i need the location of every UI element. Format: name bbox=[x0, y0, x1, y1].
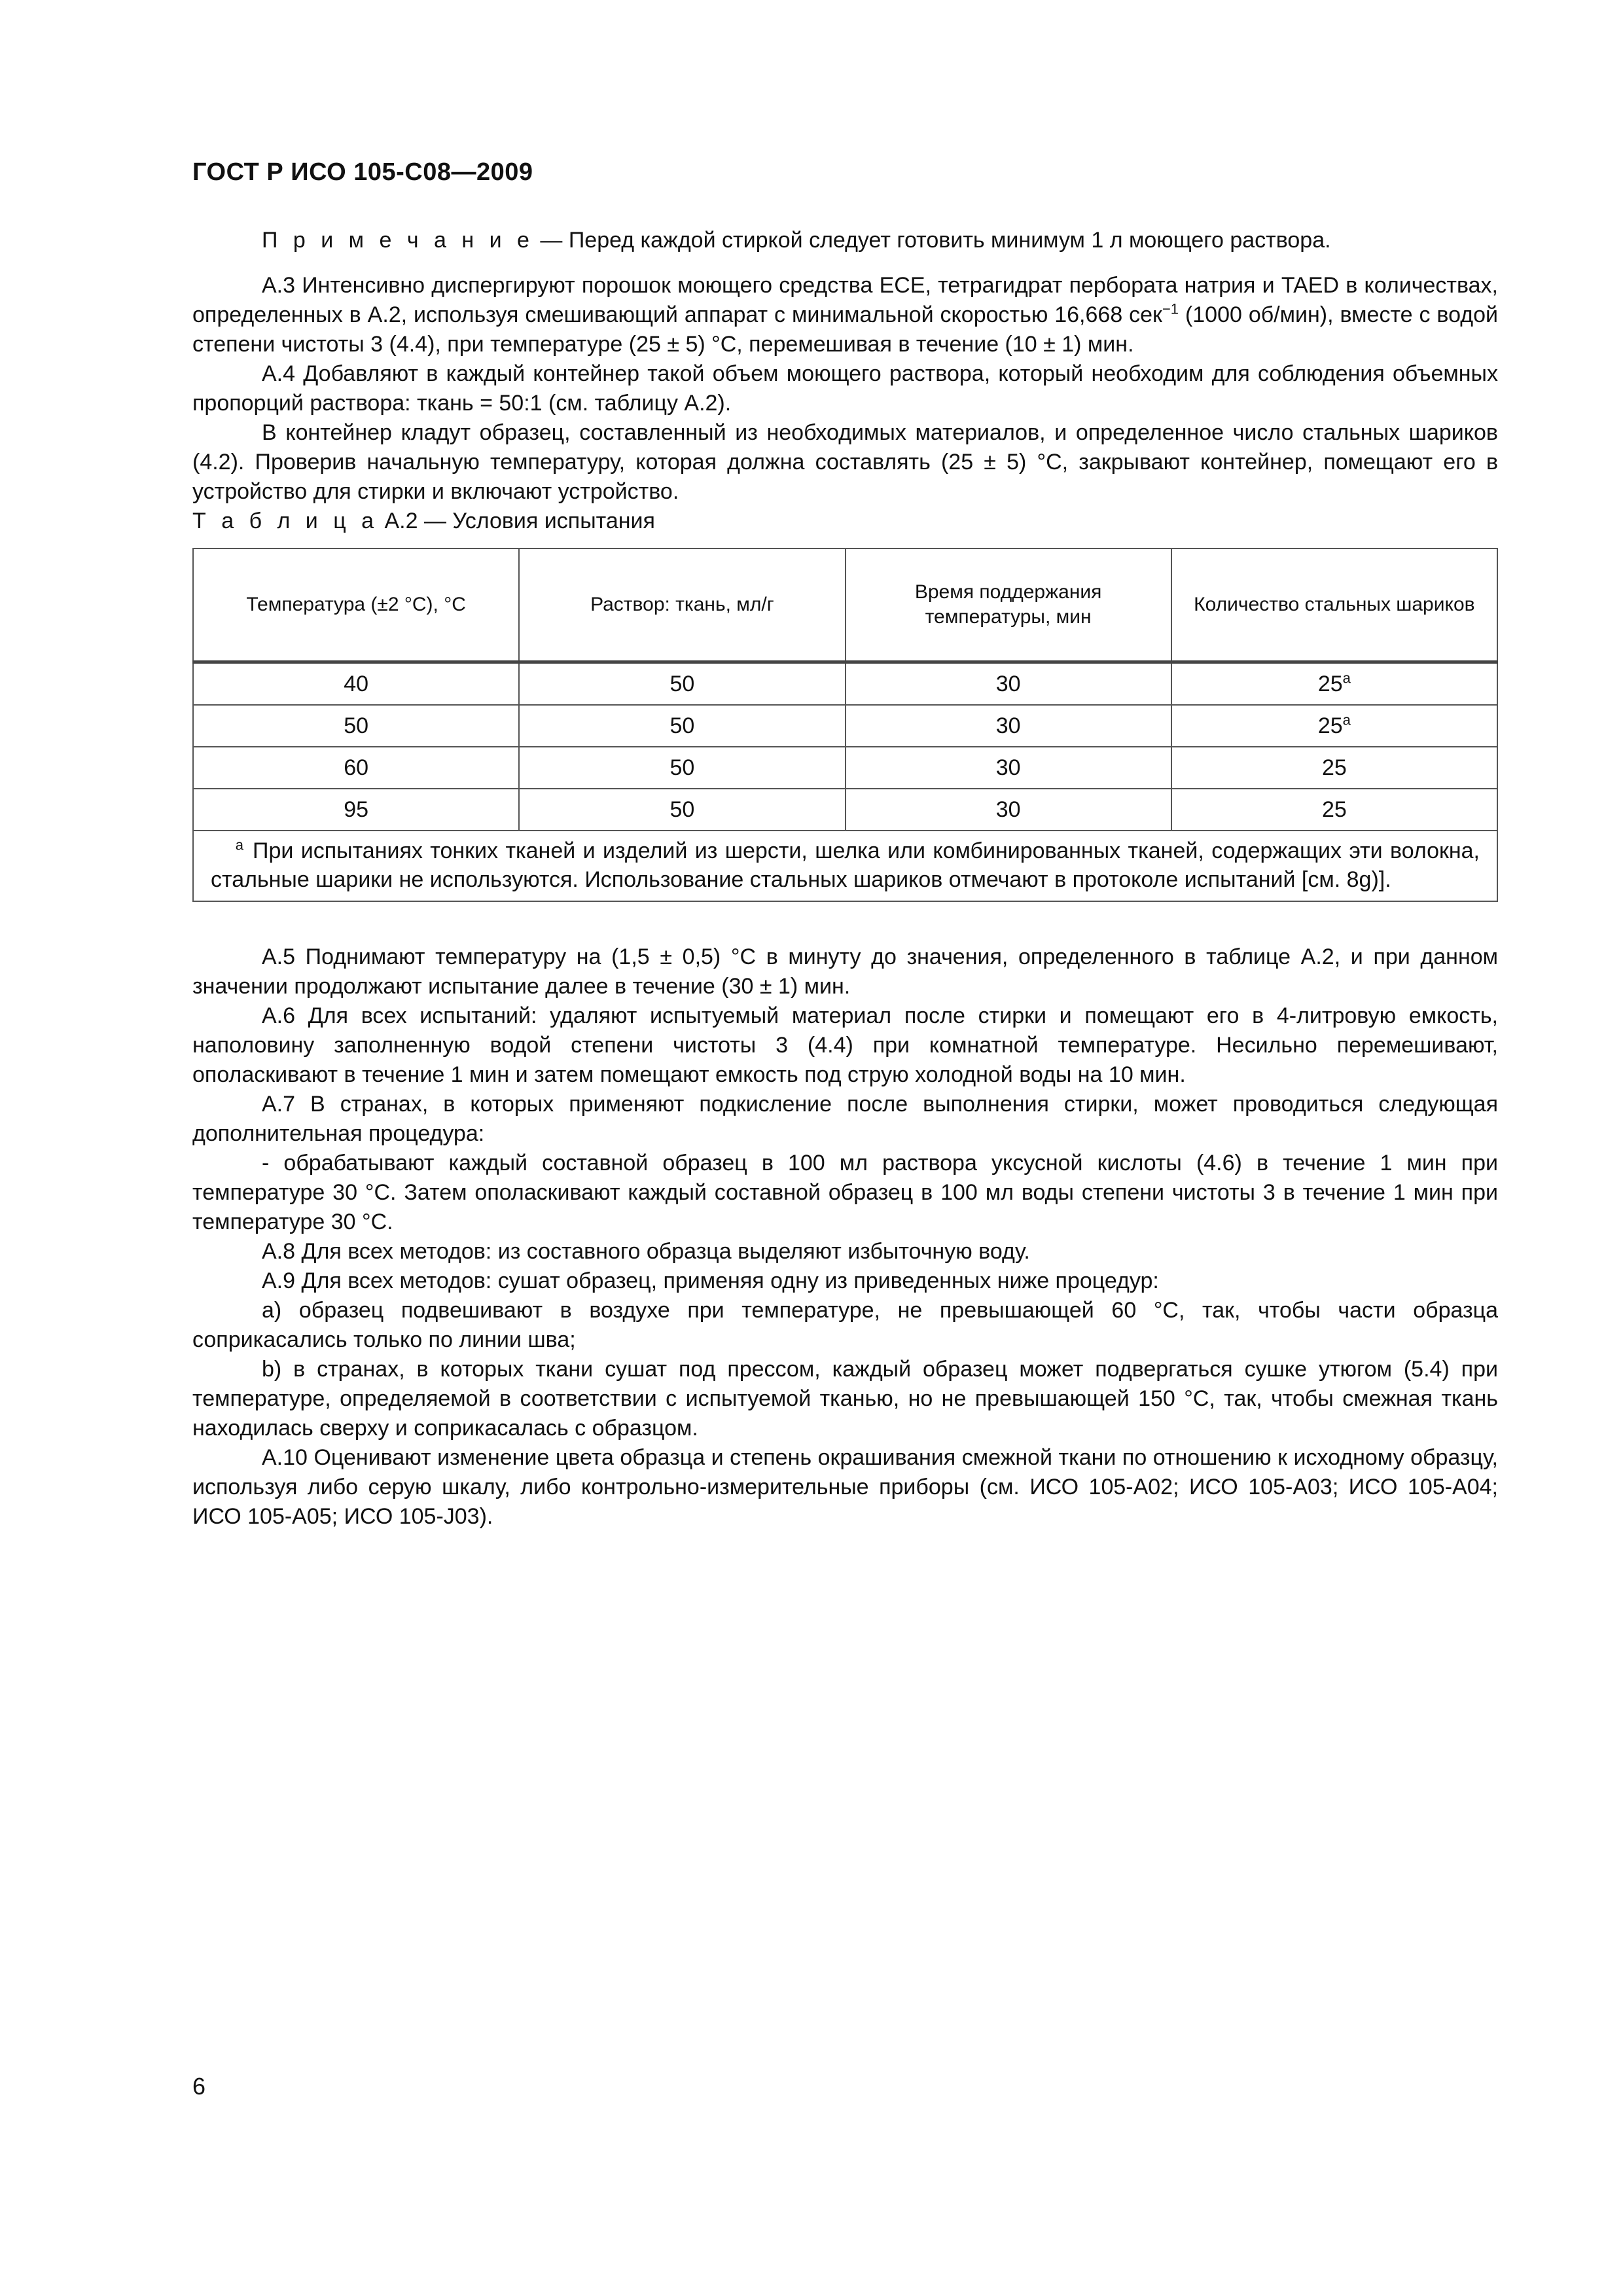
column-header-temperature: Температура (±2 °С), °С bbox=[193, 548, 519, 662]
cell-temperature: 95 bbox=[193, 789, 519, 831]
cell-ratio: 50 bbox=[519, 705, 845, 747]
note-paragraph bbox=[192, 226, 1498, 255]
cell-time: 30 bbox=[846, 789, 1171, 831]
paragraph-a9-b: b) в странах, в которых ткани сушат под прессом, каждый образец может подвергаться сушке утюгом (5.4) при температуре, определяемой в соответствии с испытуемой тканью, но не превышающей 150 °С, так, чтобы смежная ткань находилась сверху и соприкасалась с образцом. bbox=[192, 1357, 1498, 1441]
table-caption bbox=[192, 507, 1498, 536]
cell-temperature: 50 bbox=[193, 705, 519, 747]
paragraph-a3-part2: (1000 об/мин), вместе с водой степени чистоты 3 (4.4), при температуре (25 ± 5) °С, перемешивая в течение (10 ± 1) мин. bbox=[192, 302, 1498, 357]
cell-balls bbox=[1171, 789, 1497, 831]
cell-time: 30 bbox=[846, 662, 1171, 706]
paragraph-a9-a: a) образец подвешивают в воздухе при температуре, не превышающей 60 °С, так, чтобы части образца соприкасались только по линии шва; bbox=[192, 1298, 1498, 1352]
table-caption-text: А.2 — Условия испытания bbox=[378, 509, 655, 533]
table-caption-label: Т а б л и ц а bbox=[192, 509, 379, 533]
cell-ratio: 50 bbox=[519, 662, 845, 706]
paragraph-a4: А.4 Добавляют в каждый контейнер такой объем моющего раствора, который необходим для соблюдения объемных пропорций раствора: ткань = 50:1 (см. таблицу А.2). bbox=[192, 361, 1498, 416]
footnote-mark: a bbox=[1342, 670, 1351, 687]
balls-value: 25 bbox=[1317, 672, 1343, 696]
cell-ratio: 50 bbox=[519, 789, 845, 831]
table-row bbox=[193, 789, 1497, 831]
paragraph-a6: А.6 Для всех испытаний: удаляют испытуемый материал после стирки и помещают его в 4-литровую емкость, наполовину заполненную водой степени чистоты 3 (4.4) при комнатной температуре. Несильно перемешивают, ополаскивают в течение 1 мин и затем помещают емкость под струю холодной воды на 10 мин. bbox=[192, 1003, 1498, 1087]
paragraph-a10: А.10 Оценивают изменение цвета образца и степень окрашивания смежной ткани по отношению к исходному образцу, используя либо серую шкалу, либо контрольно-измерительные приборы (см. ИСО 105-А02; ИСО 105-А03; ИСО 105-А04; ИСО 105-А05; ИСО 105-J03). bbox=[192, 1445, 1498, 1529]
cell-balls bbox=[1171, 705, 1497, 747]
cell-temperature: 60 bbox=[193, 747, 519, 789]
paragraph-a7-item: - обрабатывают каждый составной образец в 100 мл раствора уксусной кислоты (4.6) в течение 1 мин при температуре 30 °С. Затем ополаскивают каждый составной образец в 100 мл воды степени чистоты 3 в течение 1 мин при температуре 30 °С. bbox=[192, 1151, 1498, 1234]
column-header-balls: Количество стальных шариков bbox=[1171, 548, 1497, 662]
cell-time: 30 bbox=[846, 705, 1171, 747]
balls-value: 25 bbox=[1317, 713, 1343, 738]
paragraph-a3-part1: А.3 Интенсивно диспергируют порошок моющего средства ЕСЕ, тетрагидрат пербората натрия и TAED в количествах, определенных в А.2, используя смешивающий аппарат с минимальной скоростью 16,668 сек bbox=[192, 273, 1498, 327]
note-label: П р и м е ч а н и е bbox=[262, 228, 534, 253]
footnote-mark: a bbox=[1342, 711, 1351, 728]
document-body bbox=[192, 226, 1498, 1532]
column-header-ratio: Раствор: ткань, мл/г bbox=[519, 548, 845, 662]
footnote-mark: a bbox=[235, 836, 243, 853]
cell-temperature: 40 bbox=[193, 662, 519, 706]
table-row bbox=[193, 705, 1497, 747]
paragraph-a7: А.7 В странах, в которых применяют подкисление после выполнения стирки, может проводиться следующая дополнительная процедура: bbox=[192, 1092, 1498, 1146]
column-header-time: Время поддержания температуры, мин bbox=[846, 548, 1171, 662]
table-row bbox=[193, 747, 1497, 789]
paragraph-a3-exponent: −1 bbox=[1162, 300, 1179, 317]
paragraph-a5: А.5 Поднимают температуру на (1,5 ± 0,5) °С в минуту до значения, определенного в таблице А.2, и при данном значении продолжают испытание далее в течение (30 ± 1) мин. bbox=[192, 944, 1498, 999]
paragraph-a8: А.8 Для всех методов: из составного образца выделяют избыточную воду. bbox=[262, 1239, 1030, 1264]
paragraph-a3 bbox=[192, 271, 1498, 359]
test-conditions-table bbox=[192, 548, 1498, 902]
balls-value: 25 bbox=[1321, 797, 1347, 822]
cell-time: 30 bbox=[846, 747, 1171, 789]
page-number: 6 bbox=[192, 2073, 206, 2100]
balls-value: 25 bbox=[1321, 755, 1347, 780]
note-text: — Перед каждой стиркой следует готовить минимум 1 л моющего раствора. bbox=[533, 228, 1331, 253]
cell-balls bbox=[1171, 662, 1497, 706]
document-header: ГОСТ Р ИСО 105-С08—2009 bbox=[192, 158, 533, 186]
table-row bbox=[193, 662, 1497, 706]
cell-ratio: 50 bbox=[519, 747, 845, 789]
table-footnote-row bbox=[193, 831, 1497, 901]
footnote-text: При испытаниях тонких тканей и изделий из шерсти, шелка или комбинированных тканей, содержащих эти волокна, стальные шарики не используются. Использование стальных шариков отмечают в протоколе испытаний [см. 8g)]. bbox=[211, 838, 1480, 892]
paragraph-a4-container: В контейнер кладут образец, составленный из необходимых материалов, и определенное число стальных шариков (4.2). Проверив начальную температуру, которая должна составлять (25 ± 5) °С, закрывают контейнер, помещают его в устройство для стирки и включают устройство. bbox=[192, 420, 1498, 504]
table-header-row bbox=[193, 548, 1497, 662]
cell-balls bbox=[1171, 747, 1497, 789]
paragraph-a9: А.9 Для всех методов: сушат образец, применяя одну из приведенных ниже процедур: bbox=[262, 1268, 1159, 1293]
table-footnote bbox=[193, 831, 1497, 901]
